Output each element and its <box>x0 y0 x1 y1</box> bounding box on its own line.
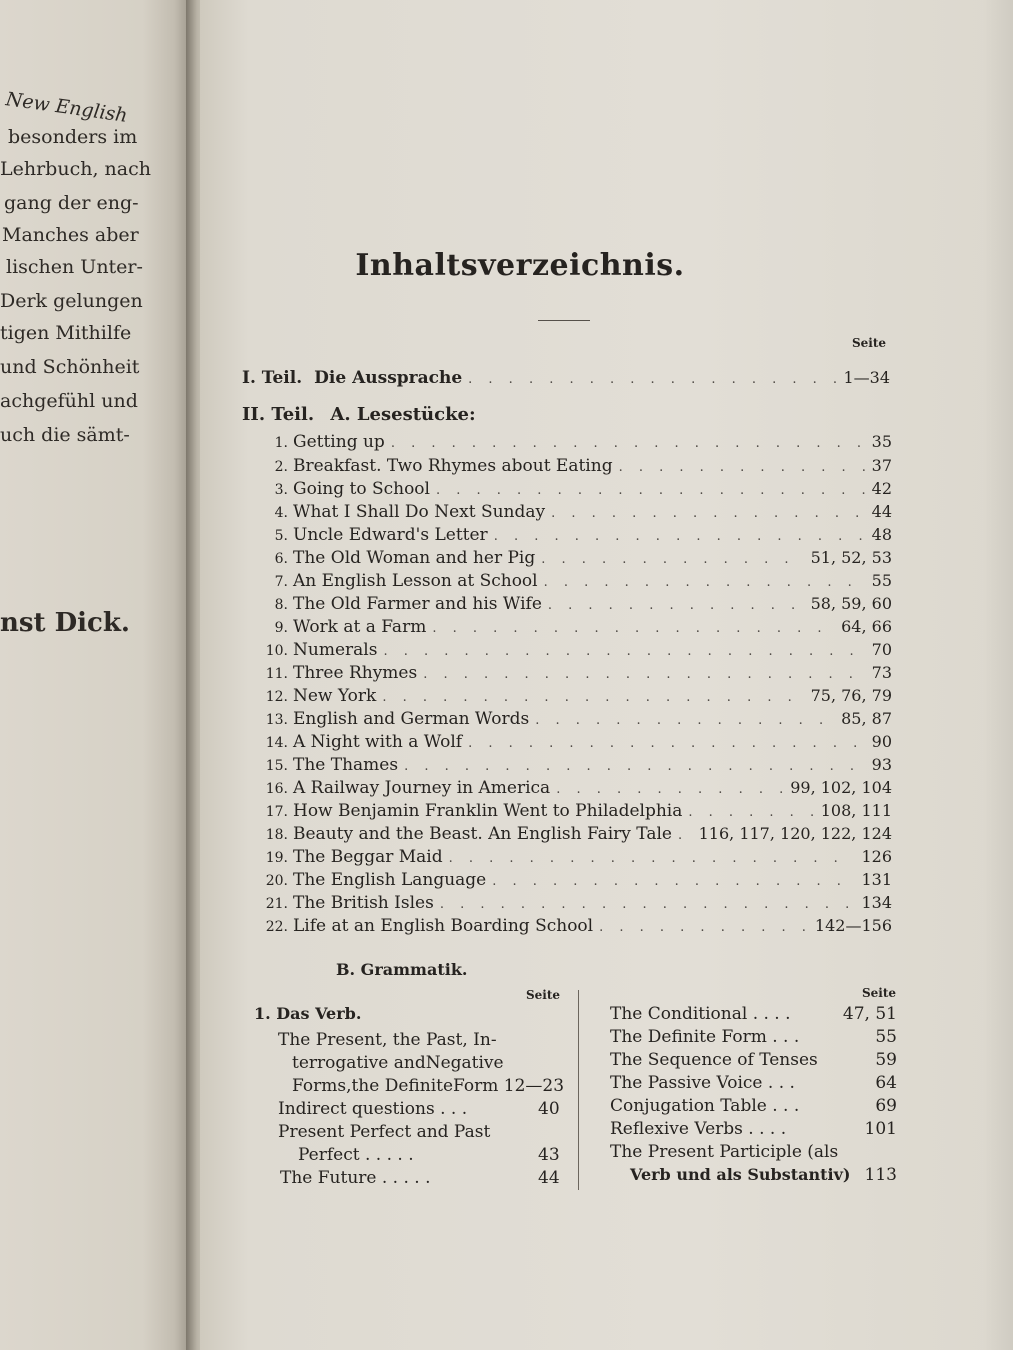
leader-dots <box>688 806 814 819</box>
leader-dots <box>551 507 866 520</box>
grammar-right-page: 55 <box>875 1027 897 1047</box>
reading-number: 9. <box>274 620 288 636</box>
grammar-right-item: The Passive Voice . . . <box>610 1073 795 1093</box>
reading-page: 75, 76, 79 <box>810 686 892 705</box>
reading-row <box>264 711 892 728</box>
reading-title: How Benjamin Franklin Went to Philadelphia <box>293 801 683 821</box>
reading-title: Work at a Farm <box>293 617 427 637</box>
leader-dots <box>494 530 866 543</box>
grammar-line: Forms,the DefiniteForm 12—23 <box>292 1076 565 1096</box>
reading-title: A Night with a Wolf <box>293 732 463 752</box>
left-col-seite: Seite <box>526 988 561 1002</box>
reading-title: Uncle Edward's Letter <box>293 525 488 545</box>
grammar-right-item: The Sequence of Tenses <box>610 1050 818 1070</box>
grammar-right-item: Conjugation Table . . . <box>610 1096 800 1116</box>
reading-number: 19. <box>265 850 288 866</box>
reading-page: 142—156 <box>814 916 892 935</box>
leader-dots <box>436 484 866 497</box>
grammar-right-page: 47, 51 <box>842 1004 897 1024</box>
leader-dots <box>619 461 866 474</box>
reading-title: New York <box>293 686 377 706</box>
reading-number: 8. <box>274 597 288 613</box>
leader-dots <box>423 668 865 681</box>
reading-page: 64, 66 <box>841 617 892 636</box>
reading-number: 4. <box>274 505 288 521</box>
leader-dots <box>440 898 856 911</box>
reading-number: 5. <box>274 528 288 544</box>
grammar-right-item: The Definite Form . . . <box>610 1027 800 1047</box>
reading-title: A Railway Journey in America <box>293 778 551 798</box>
reading-number: 2. <box>274 459 288 475</box>
seite-label: Seite <box>852 336 887 350</box>
grammar-line: The Future . . . . . <box>280 1168 431 1188</box>
reading-page: 108, 111 <box>820 801 892 820</box>
leader-dots <box>535 714 835 727</box>
reading-number: 10. <box>265 643 288 659</box>
grammar-page: 44 <box>538 1168 560 1188</box>
grammar-page: 43 <box>538 1145 560 1165</box>
reading-row <box>264 688 892 705</box>
grammar-right-page: 113 <box>864 1165 897 1185</box>
part1-row <box>242 370 890 387</box>
reading-page: 48 <box>871 525 892 544</box>
grammar-line: terrogative andNegative <box>292 1053 504 1073</box>
leader-dots <box>404 760 866 773</box>
grammar-right-item: The Conditional . . . . <box>610 1004 791 1024</box>
reading-row <box>264 527 892 544</box>
reading-row <box>264 550 892 567</box>
reading-number: 14. <box>265 735 288 751</box>
reading-number: 17. <box>265 804 288 820</box>
part1-label: I. Teil. <box>242 368 303 388</box>
reading-row <box>264 872 892 889</box>
reading-title: Numerals <box>293 640 378 660</box>
part1-page: 1—34 <box>843 368 890 387</box>
left-page-line: lischen Unter- <box>6 256 143 278</box>
reading-title: Three Rhymes <box>293 663 418 683</box>
reading-row <box>264 596 892 613</box>
reading-title: The English Language <box>293 870 487 890</box>
leader-dots <box>468 373 837 386</box>
grammar-title: B. Grammatik. <box>336 960 468 979</box>
reading-page: 85, 87 <box>841 709 892 728</box>
left-page-line: tigen Mithilfe <box>0 322 132 344</box>
reading-page: 44 <box>871 502 892 521</box>
leader-dots <box>492 875 855 888</box>
leader-dots <box>544 576 866 589</box>
reading-row <box>264 757 892 774</box>
reading-title: English and German Words <box>293 709 530 729</box>
column-divider <box>578 990 579 1190</box>
reading-number: 16. <box>265 781 288 797</box>
page-title: Inhaltsverzeichnis. <box>355 248 685 283</box>
grammar-line: Perfect . . . . . <box>298 1145 414 1165</box>
left-page-line: besonders im <box>8 126 138 148</box>
leader-dots <box>599 921 809 934</box>
grammar-right-item: Reflexive Verbs . . . . <box>610 1119 787 1139</box>
reading-row <box>264 573 892 590</box>
left-page-line: Derk gelungen <box>0 290 143 312</box>
leader-dots <box>556 783 784 796</box>
reading-number: 13. <box>265 712 288 728</box>
reading-number: 1. <box>274 435 288 451</box>
reading-row <box>264 665 892 682</box>
reading-row <box>264 434 892 451</box>
reading-page: 126 <box>861 847 892 866</box>
leader-dots <box>449 852 856 865</box>
reading-number: 15. <box>265 758 288 774</box>
grammar-right-page: 101 <box>864 1119 897 1139</box>
leader-dots <box>548 599 805 612</box>
right-col-seite: Seite <box>862 986 897 1000</box>
reading-number: 18. <box>265 827 288 843</box>
reading-row <box>264 803 892 820</box>
reading-row <box>264 780 892 797</box>
reading-number: 12. <box>265 689 288 705</box>
reading-number: 3. <box>274 482 288 498</box>
left-page-line: uch die sämt- <box>0 424 130 446</box>
reading-page: 99, 102, 104 <box>790 778 892 797</box>
reading-row <box>264 826 892 843</box>
leader-dots <box>383 645 865 658</box>
leader-dots <box>541 553 804 566</box>
reading-row <box>264 849 892 866</box>
reading-title: The Old Farmer and his Wife <box>293 594 542 614</box>
reading-page: 116, 117, 120, 122, 124 <box>698 824 892 843</box>
reading-row <box>264 619 892 636</box>
left-page <box>0 0 190 1350</box>
reading-page: 131 <box>861 870 892 889</box>
reading-number: 7. <box>274 574 288 590</box>
reading-row <box>264 642 892 659</box>
reading-number: 22. <box>265 919 288 935</box>
left-page-line: und Schönheit <box>0 356 140 378</box>
reading-page: 51, 52, 53 <box>810 548 892 567</box>
leader-dots <box>468 737 866 750</box>
reading-title: An English Lesson at School <box>293 571 538 591</box>
grammar-right-page: 59 <box>875 1050 897 1070</box>
part1-title: Die Aussprache <box>314 368 463 388</box>
reading-page: 70 <box>871 640 892 659</box>
part2-label: II. Teil. <box>242 404 315 425</box>
author-name: nst Dick. <box>0 608 130 638</box>
reading-title: Life at an English Boarding School <box>293 916 594 936</box>
leader-dots <box>391 437 866 450</box>
grammar-line: Present Perfect and Past <box>278 1122 491 1142</box>
reading-page: 55 <box>871 571 892 590</box>
reading-row <box>264 734 892 751</box>
reading-row <box>264 895 892 912</box>
reading-title: The Thames <box>293 755 399 775</box>
reading-number: 21. <box>265 896 288 912</box>
reading-row <box>264 504 892 521</box>
left-page-line: Lehrbuch, nach <box>0 158 151 180</box>
reading-title: Beauty and the Beast. An English Fairy Tale <box>293 824 672 844</box>
left-page-line: New English <box>4 88 129 127</box>
reading-title: What I Shall Do Next Sunday <box>293 502 546 522</box>
left-page-line: gang der eng- <box>4 192 139 214</box>
reading-page: 90 <box>871 732 892 751</box>
reading-title: The Old Woman and her Pig <box>293 548 536 568</box>
leader-dots <box>382 691 804 704</box>
reading-title: Breakfast. Two Rhymes about Eating <box>293 456 613 476</box>
reading-title: Getting up <box>293 432 385 452</box>
reading-page: 35 <box>871 432 892 451</box>
reading-number: 6. <box>274 551 288 567</box>
reading-page: 42 <box>871 479 892 498</box>
reading-row <box>264 458 892 475</box>
reading-row <box>264 918 892 935</box>
grammar-right-page: 64 <box>875 1073 897 1093</box>
reading-page: 37 <box>871 456 892 475</box>
left-page-line: Manches aber <box>2 224 139 246</box>
reading-number: 11. <box>265 666 288 682</box>
reading-page: 134 <box>861 893 892 912</box>
grammar-right-page: 69 <box>875 1096 897 1116</box>
reading-number: 20. <box>265 873 288 889</box>
grammar-line: Indirect questions . . . <box>278 1099 468 1119</box>
left-page-line: achgefühl und <box>0 390 138 412</box>
reading-title: Going to School <box>293 479 430 499</box>
reading-page: 58, 59, 60 <box>810 594 892 613</box>
title-rule <box>538 320 590 321</box>
part2-heading <box>242 404 476 425</box>
right-page <box>200 0 1013 1350</box>
reading-page: 93 <box>871 755 892 774</box>
leader-dots <box>678 829 693 842</box>
reading-title: The British Isles <box>293 893 434 913</box>
leader-dots <box>432 622 835 635</box>
page-shadow <box>983 0 1013 1350</box>
part2-title: A. Lesestücke: <box>330 404 476 425</box>
reading-title: The Beggar Maid <box>293 847 443 867</box>
grammar-right-item: The Present Participle (als <box>610 1142 839 1162</box>
grammar-verb-heading: 1. Das Verb. <box>254 1004 362 1023</box>
grammar-right-item: Verb und als Substantiv) <box>630 1165 851 1184</box>
reading-page: 73 <box>871 663 892 682</box>
grammar-page: 40 <box>538 1099 560 1119</box>
grammar-line: The Present, the Past, In- <box>278 1030 497 1050</box>
reading-row <box>264 481 892 498</box>
